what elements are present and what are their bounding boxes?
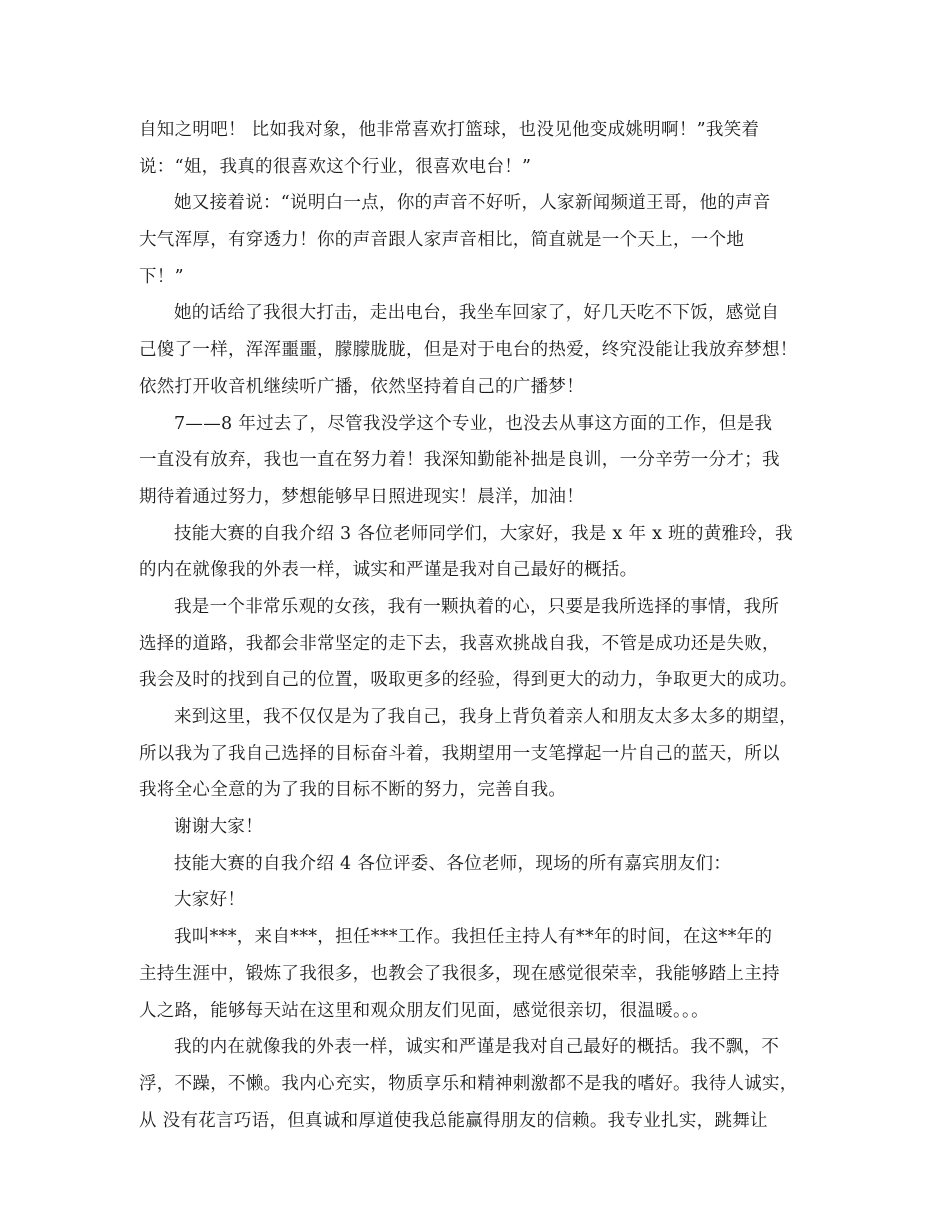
text-line: 所以我为了我自己选择的目标奋斗着，我期望用一支笔撑起一片自己的蓝天，所以	[139, 743, 780, 764]
text-line: 她的话给了我很大打击，走出电台，我坐车回家了，好几天吃不下饭，感觉自	[174, 303, 780, 324]
text-line: 我是一个非常乐观的女孩，我有一颗执着的心，只要是我所选择的事情，我所	[174, 596, 780, 617]
text-line: 大气浑厚，有穿透力！你的声音跟人家声音相比，简直就是一个天上，一个地	[139, 230, 745, 251]
document-body	[139, 112, 819, 1139]
text-line: 来到这里，我不仅仅是为了我自己，我身上背负着亲人和朋友太多太多的期望，	[174, 707, 797, 727]
text-line: 一直没有放弃，我也一直在努力着！我深知勤能补拙是良训，一分辛劳一分才；我	[139, 450, 780, 471]
text-line: 她又接着说：“说明白一点，你的声音不好听，人家新闻频道王哥，他的声音	[174, 193, 771, 214]
text-line: 从 没有花言巧语，但真诚和厚道使我总能赢得朋友的信赖。我专业扎实，跳舞让	[139, 1110, 768, 1131]
text-line: 选择的道路，我都会非常坚定的走下去，我喜欢挑战自我，不管是成功还是失败，	[139, 633, 780, 654]
text-line: 技能大赛的自我介绍 3 各位老师同学们，大家好，我是 x 年 x 班的黄雅玲，我	[174, 523, 793, 544]
text-line: 我会及时的找到自己的位置，吸取更多的经验，得到更大的动力，争取更大的成功。	[139, 670, 798, 691]
text-line: 我的内在就像我的外表一样，诚实和严谨是我对自己最好的概括。我不飘，不	[174, 1037, 780, 1058]
text-line: 依然打开收音机继续听广播，依然坚持着自己的广播梦！	[139, 376, 584, 397]
text-line: 谢谢大家！	[174, 817, 263, 838]
text-line: 技能大赛的自我介绍 4 各位评委、各位老师，现场的所有嘉宾朋友们：	[174, 853, 732, 874]
text-line: 浮，不躁，不懒。我内心充实，物质享乐和精神刺激都不是我的嗜好。我待人诚实，	[139, 1073, 798, 1094]
text-line: 我将全心全意的为了我的目标不断的努力，完善自我。	[139, 780, 567, 801]
text-line: 说：“姐，我真的很喜欢这个行业，很喜欢电台！”	[139, 156, 532, 177]
text-line: 人之路，能够每天站在这里和观众朋友们见面，感觉很亲切，很温暖。。。	[139, 1000, 709, 1021]
text-line: 我叫***，来自***，担任***工作。我担任主持人有**年的时间，在这**年的	[174, 927, 773, 948]
text-line: 的内在就像我的外表一样，诚实和严谨是我对自己最好的概括。	[139, 560, 638, 581]
text-line: 7——8 年过去了，尽管我没学这个专业，也没去从事这方面的工作，但是我	[174, 413, 773, 434]
text-line: 己傻了一样，浑浑噩噩，朦朦胧胧，但是对于电台的热爱，终究没能让我放弃梦想！	[139, 340, 798, 361]
text-line: 下！”	[139, 266, 184, 287]
text-line: 自知之明吧！ 比如我对象，他非常喜欢打篮球，也没见他变成姚明啊！”我笑着	[139, 120, 760, 140]
text-line: 主持生涯中，锻炼了我很多，也教会了我很多，现在感觉很荣幸，我能够踏上主持	[139, 963, 780, 984]
text-line: 大家好！	[174, 890, 246, 911]
text-line: 期待着通过努力，梦想能够早日照进现实！晨洋，加油！	[139, 486, 584, 507]
